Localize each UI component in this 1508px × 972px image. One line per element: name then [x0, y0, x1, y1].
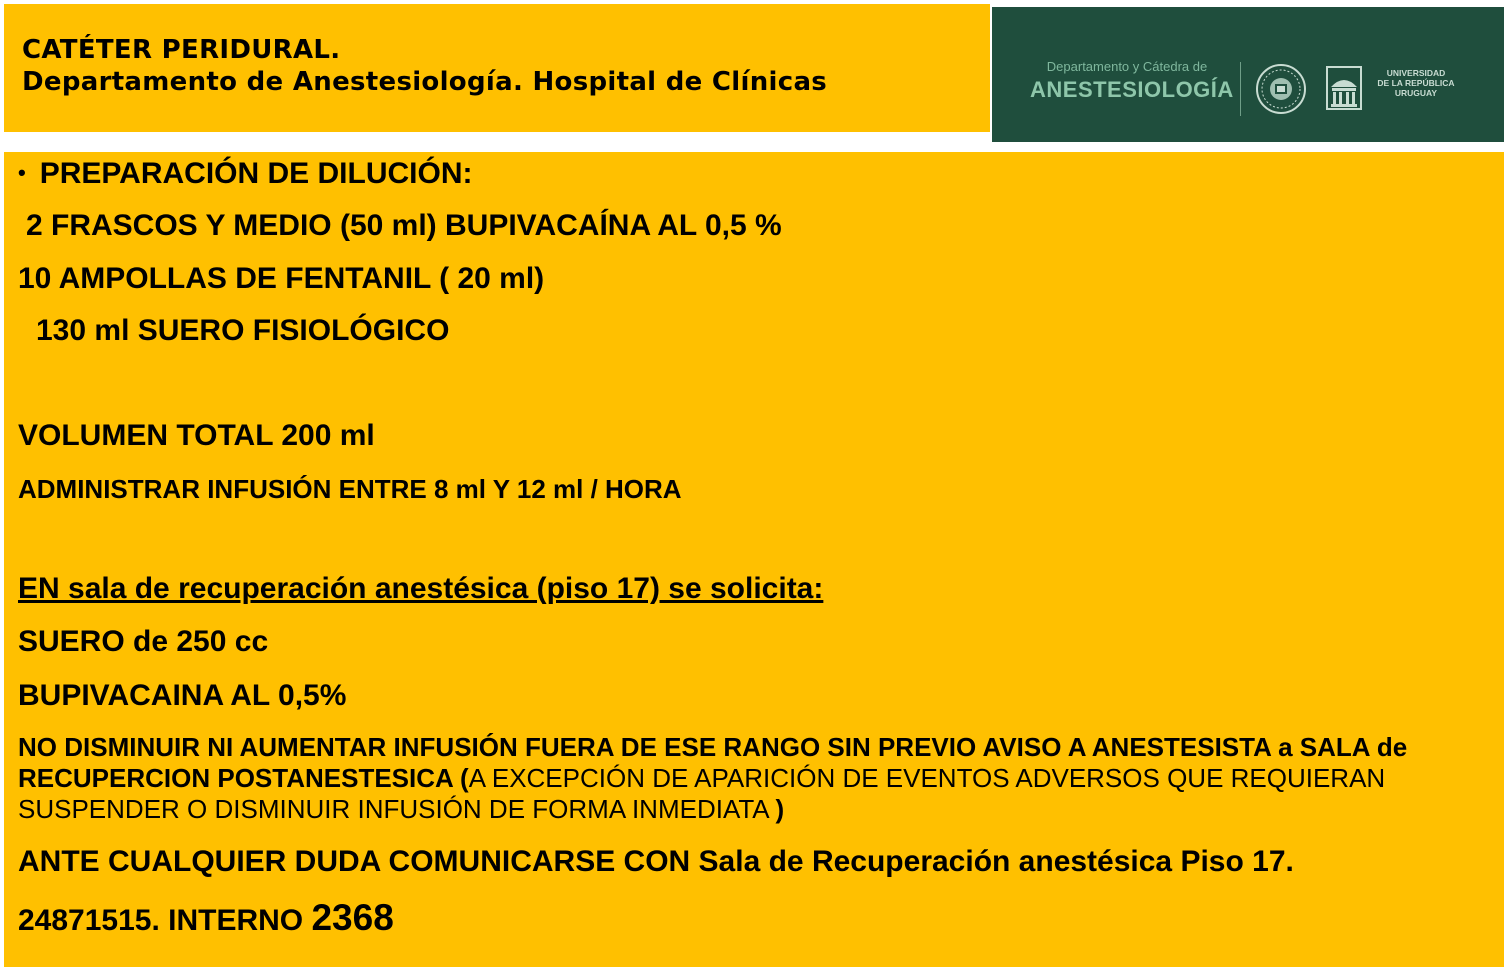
request-item-saline: SUERO de 250 cc: [18, 625, 269, 658]
title-line-2: Departamento de Anestesiología. Hospital de Clínicas: [22, 67, 828, 97]
prep-item-fentanil: 10 AMPOLLAS DE FENTANIL ( 20 ml): [18, 262, 545, 295]
infusion-warning: NO DISMINUIR NI AUMENTAR INFUSIÓN FUERA DE ESE RANGO SIN PREVIO AVISO A ANESTESISTA a SALA de RECUPERCION POSTANESTESICA (A EXCEPCIÓN DE APARICIÓN DE EVENTOS ADVERSOS QUE REQUIERAN SUSPENDER O DISMINUIR INFUSIÓN DE FORMA INMEDIATA ): [18, 732, 1408, 824]
prep-item-bupivacaine: 2 FRASCOS Y MEDIO (50 ml) BUPIVACAÍNA AL 0,5 %: [26, 209, 782, 242]
department-logo: [992, 7, 1504, 142]
page-title: [22, 34, 827, 98]
title-line-1: CATÉTER PERIDURAL.: [22, 35, 341, 65]
university-seal-icon: [1255, 61, 1307, 117]
university-name: UNIVERSIDAD DE LA REPÚBLICA URUGUAY: [1377, 68, 1455, 98]
logo-divider: [1240, 62, 1241, 116]
logo-main-label: ANESTESIOLOGÍA: [1030, 77, 1234, 102]
contact-notice: ANTE CUALQUIER DUDA COMUNICARSE CON Sala de Recuperación anestésica Piso 17.: [18, 845, 1294, 878]
logo-dept-label: Departamento y Cátedra de: [1046, 59, 1208, 74]
prep-heading: • PREPARACIÓN DE DILUCIÓN:: [18, 157, 473, 190]
university-building-icon: [1325, 65, 1363, 111]
infusion-rate: ADMINISTRAR INFUSIÓN ENTRE 8 ml Y 12 ml / HORA: [18, 474, 682, 504]
header-banner: [4, 4, 990, 132]
request-item-bupivacaine: BUPIVACAINA AL 0,5%: [18, 679, 347, 712]
phone-number: 24871515. INTERNO 2368: [18, 897, 394, 938]
recovery-request-heading: EN sala de recuperación anestésica (piso 17) se solicita:: [18, 572, 824, 605]
total-volume: VOLUMEN TOTAL 200 ml: [18, 419, 375, 452]
instructions-panel: [4, 152, 1504, 967]
bullet-icon: •: [18, 160, 26, 185]
extension-number: 2368: [311, 897, 394, 938]
prep-item-saline: 130 ml SUERO FISIOLÓGICO: [36, 314, 450, 347]
